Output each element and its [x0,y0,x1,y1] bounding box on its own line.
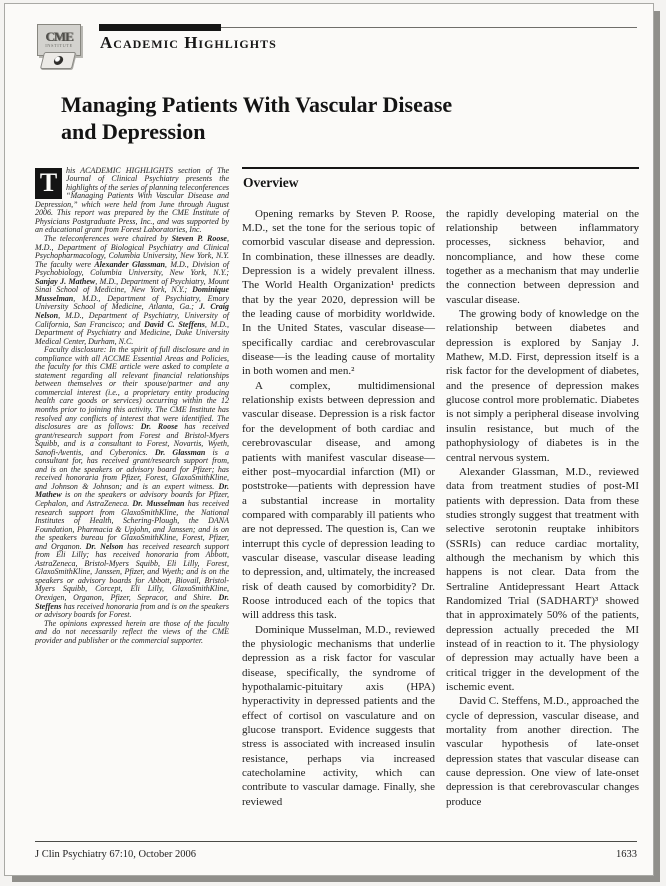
paragraph: The growing body of knowledge on the relationship between diabetes and depression is explored by Sanjay J. Mathew, M.D. First, depression itself is a risk factor for the development of diabetes, and the presence of depression makes glucose control more problematic. Diabetes is not simply a peripheral disease involving insulin resistance, but much of the pathophysiology of diabetes is in the central nervous system. [446,308,639,464]
overview-heading: Overview [243,174,299,190]
eye-pupil-icon [52,56,63,65]
overview-column-left [242,207,435,809]
paragraph: The teleconferences were chaired by Steven P. Roose, M.D., Department of Biological Psychiatry and Clinical Psychopharmacology, Columbia University, New York, N.Y. The faculty were Alexander Glassman, M.D., Division of Psychobiology, Columbia University, New York, N.Y.; Sanjay J. Mathew, M.D., Department of Psychiatry, Mount Sinai School of Medicine, New York, N.Y.; Dominique Musselman, M.D., Department of Psychiatry, Emory University School of Medicine, Atlanta, Ga.; J. Craig Nelson, M.D., Department of Psychiatry, University of California, San Francisco; and David C. Steffens, M.D., Department of Psychiatry and Medicine, Duke University Medical Center, Durham, N.C. [35,234,230,346]
banner-thick-bar [99,24,221,31]
paragraph: T his ACADEMIC HIGHLIGHTS section of The Journal of Clinical Psychiatry presents the highlights of the series of planning teleconferences “Managing Patients With Vascular Disease and Depression,” which were held from June through August 2006. This report was prepared by the CME Institute of Physicians Postgraduate Press, Inc., and was supported by an educational grant from Forest Laboratories, Inc. [35,165,229,235]
journal-citation: J Clin Psychiatry 67:10, October 2006 [35,849,196,860]
section-banner-title: Academic Highlights [100,33,277,52]
paragraph: A complex, multidimensional relationship exists between depression and vascular disease. Depression is a risk factor for the development of both cardiac and cerebrovascular disease, and among patients with manifest vascular disease—either post–myocardial infarction (MI) or poststroke—patients with depression have a substantial increase in mortality compared with comparably ill patients who are not depressed. The question is, Can we interrupt this cycle of depression leading to vascular disease, vascular disease leading to depression, and, ultimately, the increased risk of death caused by comorbidity? Dr. Roose introduced each of the topics that will address this task. [242,379,435,622]
article-title [61,92,639,146]
dropcap: T [35,168,62,199]
paragraph: David C. Steffens, M.D., approached the cycle of depression, vascular disease, and mortality from another direction. The vascular hypothesis of late-onset depression states that vascular disease can cause depression. One view of late-onset depression is that cerebrovascular changes produce [446,695,639,808]
eye-icon [40,52,76,69]
banner-thin-rule [221,27,637,28]
page-footer [35,841,637,860]
paragraph: The opinions expressed herein are those of the faculty and do not necessarily reflect the views of the CME provider and publisher or the commercial supporter. [35,618,229,645]
page-number: 1633 [616,849,637,860]
overview-top-rule [242,167,639,169]
paragraph: Alexander Glassman, M.D., reviewed data from treatment studies of post-MI patients with depression. Data from these studies strongly suggest that treatment with selective serotonin reuptake inhibitors (SSRIs) can reduce cardiac mortality, although the mechanism by which this happens is not clear. Data from the Sertraline Antidepressant Heart Attack Randomized Trial (SADHART)³ showed that in approximately 50% of the patients, depression actually preceded the MI instead of in reaction to it. The physiology of depression may actually have been a critical trigger in the development of the ischemic event. [446,465,639,693]
paragraph: the rapidly developing material on the relationship between inflammatory processes, sickness behavior, and noncompliance, and how these come together as a mechanism that may underlie the connection between depression and vascular disease. [446,207,639,306]
overview-column-right [446,207,639,809]
page-content [5,4,653,875]
page-header [35,22,639,78]
article-title-line2: and Depression [61,118,206,144]
overview-columns [242,207,639,809]
cme-logo-subtext: INSTITUTE [45,43,73,49]
section-banner [99,22,639,74]
cme-institute-logo [35,22,91,74]
journal-page [4,3,654,876]
editorial-sidebar [35,167,229,646]
overview-section [242,167,639,809]
paragraph: Dominique Musselman, M.D., reviewed the physiologic mechanisms that underlie depression as a risk factor for vascular disease, specifically, the syndrome of hypothalamic-pituitary axis (HPA) hyperactivity in depressed patients and the effect of cortisol on vasculature and on glucose transport. Evidence suggests that stress is associated with increased insulin resistance, perhaps via increased catecholamine activity, which can contribute to vascular damage. Finally, she reviewed [242,623,435,808]
article-title-line1: Managing Patients With Vascular Disease [61,92,453,117]
cme-logo-text: CME [45,29,73,45]
article-body [35,167,639,809]
paragraph: Faculty disclosure: In the spirit of full disclosure and in compliance with all ACCME Essential Areas and Policies, the faculty for this CME article were asked to complete a statement regarding all relevant financial relationships between themselves or their spouse/partner and any commercial interest (i.e., a proprietary entity producing health care goods or services) occurring within the 12 months prior to joining this activity. The CME Institute has resolved any conflicts of interest that were identified. The disclosures are as follows: Dr. Roose has received grant/research support from Forest and Bristol-Myers Squibb, and is a consultant to Forest, Novartis, Wyeth, Sanofi-Aventis, and Cyberonics. Dr. Glassman is a consultant for, has received grant/research support from, and is on the speakers or advisory board for Pfizer; has received honoraria from Pfizer, Forest, GlaxoSmithKline, and Johnson & Johnson; and is an expert witness. Dr. Mathew is on the speakers or advisory boards for Pfizer, Cephalon, and AstraZeneca. Dr. Musselman has received research support from GlaxoSmithKline, the National Institutes of Health, Schering-Plough, the DANA Foundation, Pharmacia & Upjohn, and Janssen; and is on the speakers bureau for GlaxoSmithKline, Forest, Pfizer, and Organon. Dr. Nelson has received research support from Eli Lilly; has received honoraria from Abbott, AstraZeneca, Bristol-Myers Squibb, Eli Lilly, Forest, GlaxoSmithKline, Janssen, Pfizer, and Wyeth; and is on the speakers or advisory boards for Abbott, Biovail, Bristol-Myers Squibb, Corcept, Eli Lilly, GlaxoSmithKline, Orexigen, Organon, Pfizer, Sepracor, and Shire. Dr. Steffens has received honoraria from and is on the speakers or advisory boards for Forest. [35,345,230,620]
paragraph: Opening remarks by Steven P. Roose, M.D., set the tone for the serious topic of comorbid vascular disease and depression. In combination, these illnesses are deadly. Depression is a widely prevalent illness. The World Health Organization¹ predicts that by the year 2020, depression will be the leading cause of morbidity worldwide. In the United States, vascular disease—specifically cardiac and cerebrovascular disease—is the leading cause of mortality in both women and men.² [242,207,435,378]
